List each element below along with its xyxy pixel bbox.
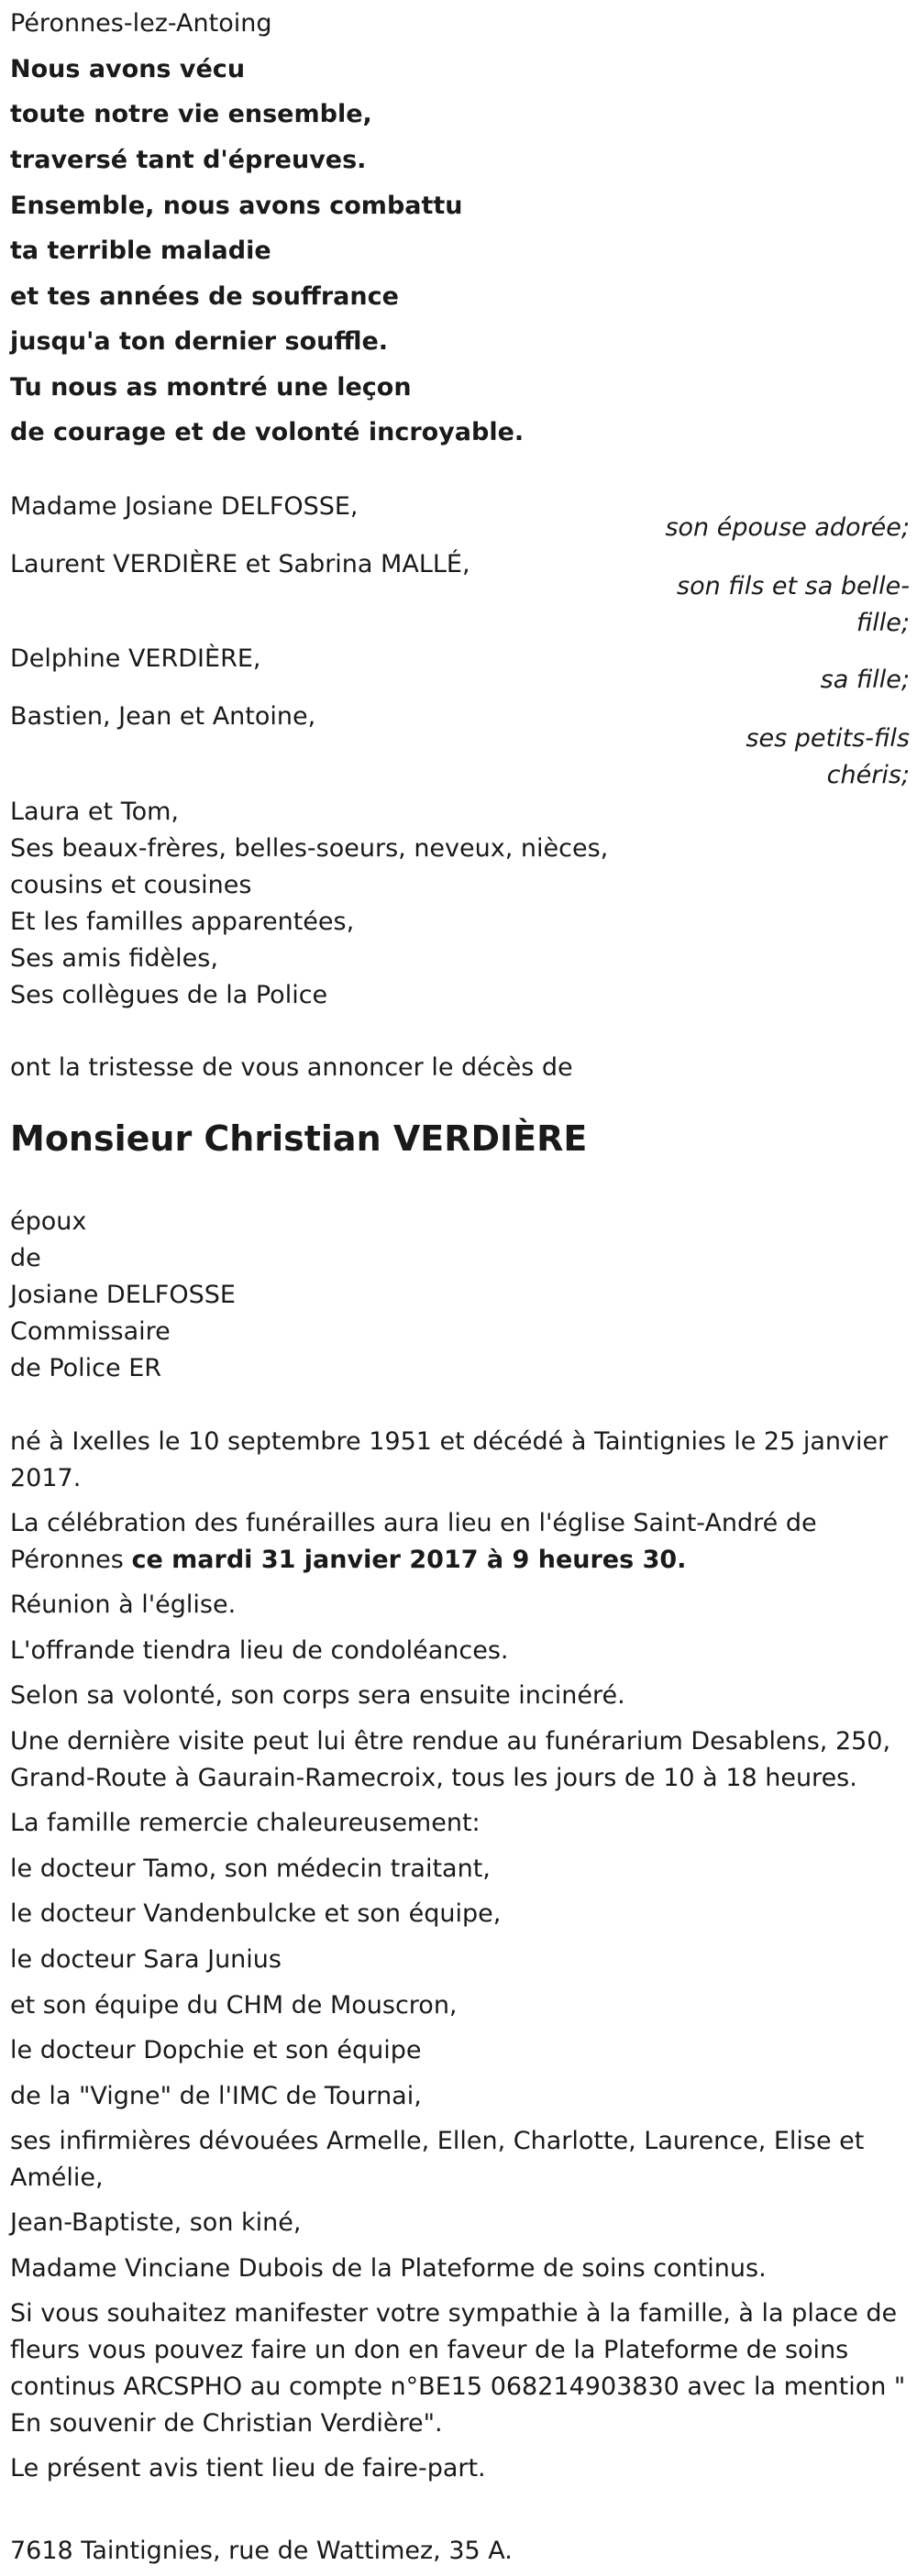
family-name: Laurent VERDIÈRE et Sabrina MALLÉ,	[10, 550, 470, 578]
family-relation: son épouse adorée;	[665, 513, 910, 542]
family-relation: sa fille;	[820, 666, 910, 694]
relative-line: Ses collègues de la Police	[10, 981, 328, 1009]
donation-line: Si vous souhaitez manifester votre sympathie à la famille, à la place de	[10, 2299, 898, 2328]
deceased-name: Monsieur Christian VERDIÈRE	[10, 1118, 588, 1159]
title-line: Josiane DELFOSSE	[10, 1281, 236, 1309]
thanks-line: Amélie,	[10, 2163, 104, 2192]
relative-line: Ses beaux-frères, belles-soeurs, neveux, nièces,	[10, 834, 609, 863]
birth-death-line: né à Ixelles le 10 septembre 1951 et décédé à Taintignies le 25 janvier	[10, 1427, 889, 1456]
title-line: Commissaire	[10, 1317, 171, 1346]
thanks-line: La famille remercie chaleureusement:	[10, 1809, 481, 1837]
poem-line: Tu nous as montré une leçon	[10, 373, 412, 402]
relative-line: cousins et cousines	[10, 871, 252, 899]
poem-line: de courage et de volonté incroyable.	[10, 418, 525, 446]
family-relation: son fils et sa belle-	[677, 572, 910, 600]
donation-line: fleurs vous pouvez faire un don en faveur de la Plateforme de soins	[10, 2336, 849, 2364]
family-name: Bastien, Jean et Antoine,	[10, 702, 316, 731]
thanks-line: de la "Vigne" de l'IMC de Tournai,	[10, 2082, 422, 2110]
closing-line: Le présent avis tient lieu de faire-part.	[10, 2454, 486, 2482]
poem-line: Nous avons vécu	[10, 55, 246, 83]
family-name: Delphine VERDIÈRE,	[10, 644, 261, 673]
thanks-line: le docteur Dopchie et son équipe	[10, 2036, 422, 2064]
relative-line: Laura et Tom,	[10, 798, 180, 826]
thanks-line: le docteur Vandenbulcke et son équipe,	[10, 1899, 502, 1928]
poem-line: traversé tant d'épreuves.	[10, 146, 367, 174]
note-line: L'offrande tiendra lieu de condoléances.	[10, 1636, 509, 1665]
family-relation: chéris;	[826, 761, 910, 789]
poem-line: jusqu'a ton dernier souffle.	[10, 327, 389, 356]
note-line: Selon sa volonté, son corps sera ensuite incinéré.	[10, 1681, 625, 1710]
ceremony-datetime: ce mardi 31 janvier 2017 à 9 heures 30.	[131, 1546, 687, 1574]
thanks-line: Madame Vinciane Dubois de la Plateforme de soins continus.	[10, 2254, 767, 2283]
family-relation: fille;	[856, 609, 910, 637]
ceremony-line	[10, 1542, 686, 1579]
announcement: ont la tristesse de vous annoncer le décès de	[10, 1053, 573, 1082]
location: Péronnes-lez-Antoing	[10, 9, 272, 38]
relative-line: Et les familles apparentées,	[10, 908, 355, 936]
poem-line: et tes années de souffrance	[10, 282, 399, 311]
address: 7618 Taintignies, rue de Wattimez, 35 A.	[10, 2537, 513, 2565]
title-line: de	[10, 1244, 41, 1272]
title-line: époux	[10, 1207, 87, 1236]
donation-line: En souvenir de Christian Verdière".	[10, 2409, 443, 2438]
poem-line: toute notre vie ensemble,	[10, 100, 372, 128]
donation-line: continus ARCSPHO au compte n°BE15 068214903830 avec la mention "	[10, 2372, 906, 2401]
relative-line: Ses amis fidèles,	[10, 944, 218, 973]
thanks-line: ses infirmières dévouées Armelle, Ellen, Charlotte, Laurence, Elise et	[10, 2127, 865, 2155]
birth-death-line: 2017.	[10, 1464, 82, 1492]
thanks-line: Jean-Baptiste, son kiné,	[10, 2208, 302, 2237]
ceremony-place: Péronnes	[10, 1546, 132, 1574]
poem-line: Ensemble, nous avons combattu	[10, 192, 463, 220]
visit-line: Grand-Route à Gaurain-Ramecroix, tous les jours de 10 à 18 heures.	[10, 1764, 857, 1792]
thanks-line: le docteur Sara Junius	[10, 1945, 282, 1974]
thanks-line: et son équipe du CHM de Mouscron,	[10, 1991, 458, 2020]
thanks-line: le docteur Tamo, son médecin traitant,	[10, 1855, 491, 1883]
ceremony-line: La célébration des funérailles aura lieu en l'église Saint-André de	[10, 1509, 817, 1537]
family-name: Madame Josiane DELFOSSE,	[10, 492, 359, 521]
visit-line: Une dernière visite peut lui être rendue au funérarium Desablens, 250,	[10, 1727, 891, 1756]
poem-line: ta terrible maladie	[10, 237, 271, 265]
title-line: de Police ER	[10, 1354, 162, 1382]
note-line: Réunion à l'église.	[10, 1591, 237, 1619]
family-relation: ses petits-fils	[746, 724, 910, 753]
